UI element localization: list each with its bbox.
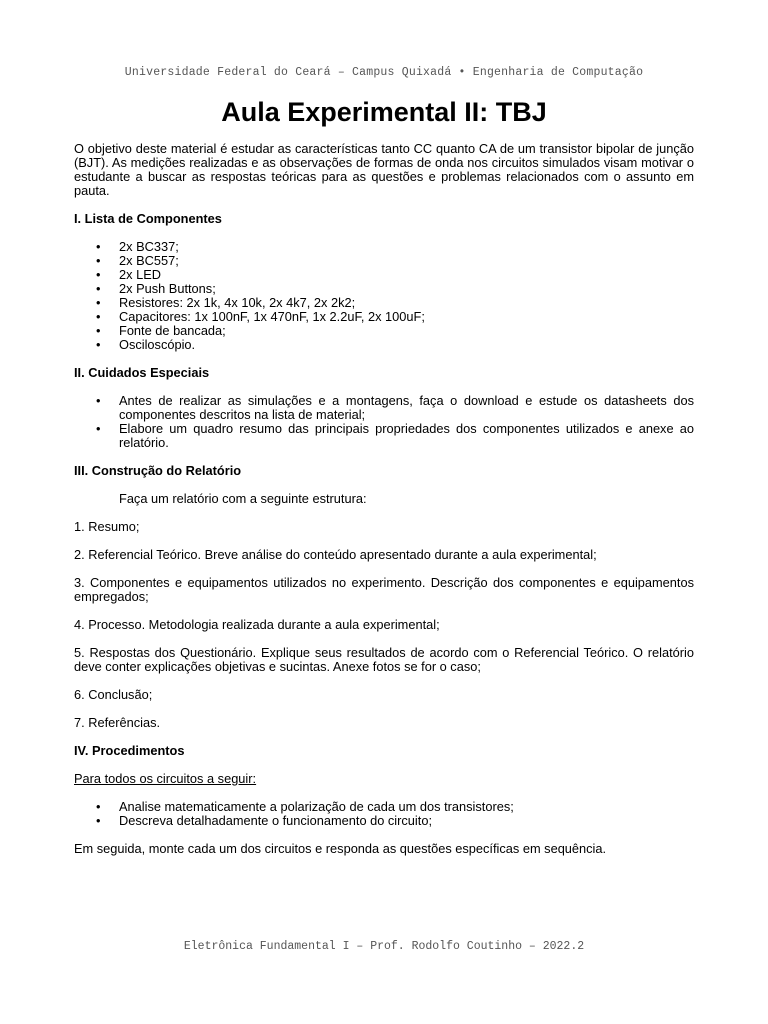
report-item: 1. Resumo; (74, 519, 140, 534)
list-item: • 2x Push Buttons; (74, 282, 694, 296)
list-item: • Osciloscópio. (74, 338, 694, 352)
section-heading-procedures: IV. Procedimentos (74, 743, 185, 758)
page-title: Aula Experimental II: TBJ (221, 97, 547, 127)
list-item: • Capacitores: 1x 100nF, 1x 470nF, 1x 2.2uF, 2x 100uF; (74, 310, 694, 324)
section-heading-report: III. Construção do Relatório (74, 463, 242, 478)
list-item: • 2x BC337; (74, 240, 694, 254)
intro-paragraph: O objetivo deste material é estudar as características tanto CC quanto CA de um transistor bipolar de junção (BJT). As medições realizadas e as observações de formas de onda nos circuitos simulados visam motivar o estudante a buscar as respostas teóricas para as questões e problemas relacionados com o assunto em pauta. (74, 141, 694, 198)
list-item: • Elabore um quadro resumo das principais propriedades dos componentes utilizados e anexe ao relatório. (74, 422, 694, 450)
page-footer: Eletrônica Fundamental I – Prof. Rodolfo Coutinho – 2022.2 (183, 940, 585, 953)
document-body (74, 142, 694, 856)
page-header: Universidade Federal do Ceará – Campus Quixadá • Engenharia de Computação (124, 66, 644, 79)
report-item: 5. Respostas dos Questionário. Explique seus resultados de acordo com o Referencial Teórico. O relatório deve conter explicações objetivas e sucintas. Anexe fotos se for o caso; (74, 645, 694, 674)
procedures-closing: Em seguida, monte cada um dos circuitos e responda as questões específicas em sequência. (74, 841, 607, 856)
components-list (74, 240, 694, 352)
report-item: 3. Componentes e equipamentos utilizados no experimento. Descrição dos componentes e equipamentos empregados; (74, 575, 694, 604)
procedures-lead: Para todos os circuitos a seguir: (74, 771, 257, 786)
report-item: 4. Processo. Metodologia realizada durante a aula experimental; (74, 617, 440, 632)
cautions-list (74, 394, 694, 450)
report-intro: Faça um relatório com a seguinte estrutura: (119, 491, 367, 506)
report-item: 6. Conclusão; (74, 687, 153, 702)
report-item: 2. Referencial Teórico. Breve análise do conteúdo apresentado durante a aula experimental; (74, 547, 597, 562)
section-heading-components: I. Lista de Componentes (74, 211, 222, 226)
list-item: • Fonte de bancada; (74, 324, 694, 338)
section-heading-cautions: II. Cuidados Especiais (74, 365, 210, 380)
list-item: • Resistores: 2x 1k, 4x 10k, 2x 4k7, 2x 2k2; (74, 296, 694, 310)
list-item: • 2x LED (74, 268, 694, 282)
list-item: • 2x BC557; (74, 254, 694, 268)
list-item: • Descreva detalhadamente o funcionamento do circuito; (74, 814, 694, 828)
list-item: • Analise matematicamente a polarização de cada um dos transistores; (74, 800, 694, 814)
report-item: 7. Referências. (74, 715, 161, 730)
list-item: • Antes de realizar as simulações e a montagens, faça o download e estude os datasheets dos componentes descritos na lista de material; (74, 394, 694, 422)
procedures-list (74, 800, 694, 828)
